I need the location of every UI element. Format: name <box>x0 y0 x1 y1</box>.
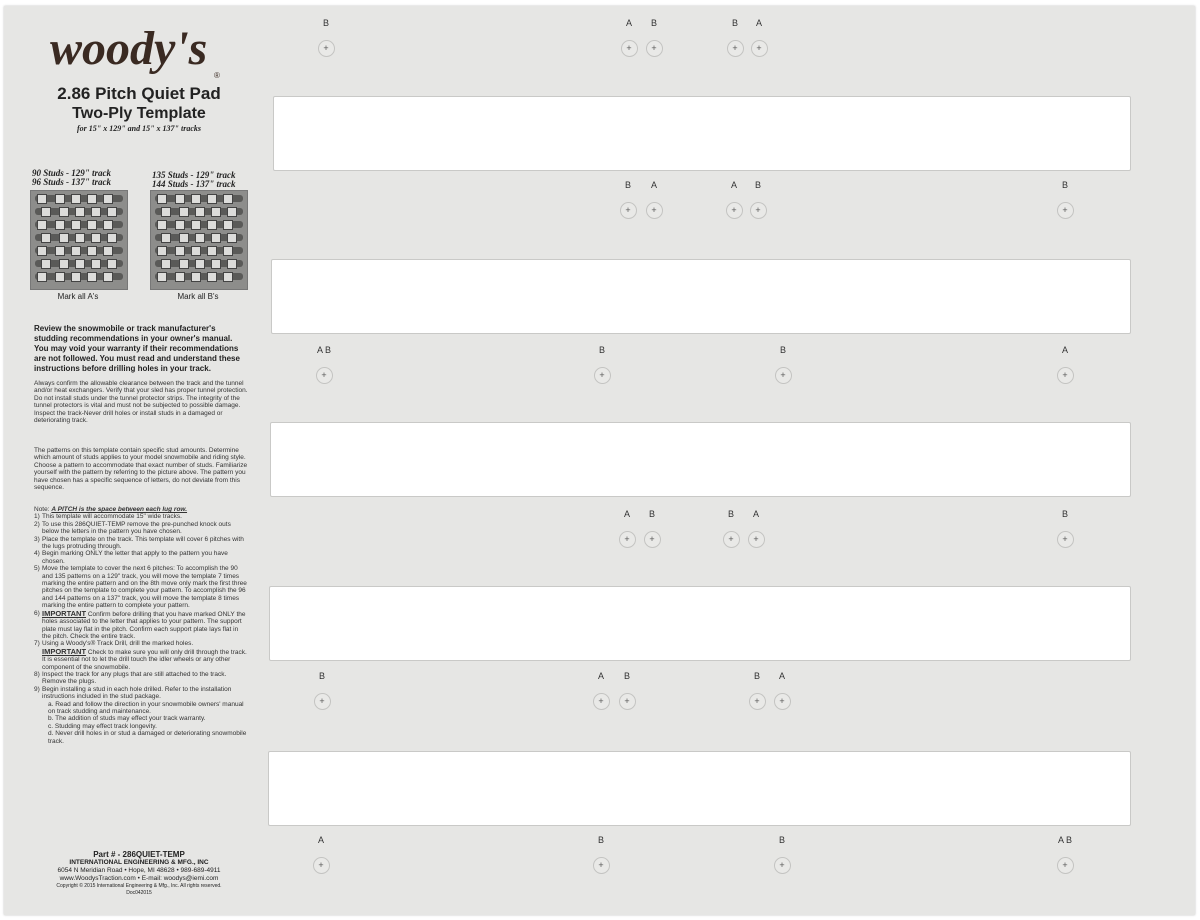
instruction-body: Using a Woody's® Track Drill, drill the marked holes. <box>42 640 194 648</box>
stud-marker <box>227 259 237 269</box>
stud-marker <box>71 220 81 230</box>
stud-marker <box>227 207 237 217</box>
stud-marker <box>37 272 47 282</box>
stud-marker <box>223 194 233 204</box>
knockout-circle[interactable]: + <box>313 857 330 874</box>
knockout-hole[interactable] <box>1055 835 1075 874</box>
stud-marker <box>175 220 185 230</box>
doc-id: Doc042015 <box>126 890 152 896</box>
stud-marker <box>175 194 185 204</box>
knockout-circle[interactable]: + <box>750 202 767 219</box>
stud-marker <box>91 259 101 269</box>
instruction-number: 9) <box>34 685 40 693</box>
knockout-hole[interactable] <box>591 671 611 710</box>
sub-instruction-item: b. The addition of studs may effect your track warranty. <box>48 715 206 723</box>
knockout-circle[interactable]: + <box>619 531 636 548</box>
instruction-body: Move the template to cover the next 6 pitches: To accomplish the 90 and 135 patterns on a 129" track, you will move the template 7 times marking the entire pattern and on the 8th move only mark the first three pitches on the template to complete your pattern. To accomplish the 96 and 144 patterns on a 137" track, you will move the template 8 times marking the entire pattern to complete your pattern. <box>42 565 247 610</box>
stud-marker <box>87 194 97 204</box>
pattern-letter: B <box>650 18 657 28</box>
logo-text: woody's <box>50 22 208 75</box>
stud-marker <box>55 220 65 230</box>
pattern-letter: A <box>625 18 632 28</box>
pattern-b-caption: Mark all B's <box>177 292 219 301</box>
stud-marker <box>59 259 69 269</box>
clearance-text: Always confirm the allowable clearance between the track and the tunnel and/or heat exchangers. Verify that your sled has proper tunnel protection. Do not install studs under the tunnel protector strips. The integrity of the tunnel protectors is vital and must not be subjected to possible damage. Inspect the track-Never drill holes or install studs in a damaged or deteriorating track. <box>34 380 248 425</box>
sub-instruction-list <box>34 701 248 745</box>
stud-marker <box>191 272 201 282</box>
pattern-letter: A B <box>1057 835 1072 845</box>
knockout-hole[interactable] <box>644 180 664 219</box>
stud-marker <box>157 272 167 282</box>
pattern-letter: A B <box>316 345 331 355</box>
knockout-circle[interactable]: + <box>318 40 335 57</box>
knockout-circle[interactable]: + <box>774 857 791 874</box>
instruction-item <box>34 671 248 686</box>
footer <box>26 851 252 897</box>
stud-marker <box>91 233 101 243</box>
pattern-letter: B <box>754 180 761 190</box>
pattern-letter: B <box>778 835 785 845</box>
instruction-body: Check to make sure you will only drill through the track. It is essential not to let the drill touch the idler wheels or any other component of the snowmobile. <box>42 648 247 671</box>
knockout-hole[interactable] <box>1055 509 1075 548</box>
sub-instruction-item: a. Read and follow the direction in your snowmobile owners' manual on track studding and maintenance. <box>48 700 244 715</box>
template-title: 2.86 Pitch Quiet Pad <box>57 84 221 103</box>
knockout-circle[interactable]: + <box>621 40 638 57</box>
instruction-item <box>34 536 248 551</box>
template-subtitle: Two-Ply Template <box>72 105 206 122</box>
stud-marker <box>211 207 221 217</box>
pattern-letter: B <box>1061 180 1068 190</box>
stud-marker <box>87 246 97 256</box>
stud-marker <box>37 220 47 230</box>
stud-marker <box>103 194 113 204</box>
stud-marker <box>211 259 221 269</box>
knockout-hole[interactable] <box>749 18 769 57</box>
pattern-a-caption: Mark all A's <box>57 292 99 301</box>
instruction-body: Confirm before drilling that you have marked ONLY the holes associated to the letter that applies to your pattern. The support plate must lay flat in the pitch. Confirm each support plate lays flat in the pitch. Check the entire track. <box>42 610 246 640</box>
stud-marker <box>107 233 117 243</box>
knockout-hole[interactable] <box>311 835 331 874</box>
knockout-hole[interactable] <box>316 18 336 57</box>
stud-marker <box>157 246 167 256</box>
instruction-text <box>42 648 248 671</box>
pattern-letter: B <box>597 835 604 845</box>
instruction-item <box>34 550 248 565</box>
stud-marker <box>175 246 185 256</box>
knockout-circle[interactable]: + <box>1057 202 1074 219</box>
lug-cutout <box>268 751 1131 826</box>
knockout-hole[interactable] <box>746 509 766 548</box>
company-web: www.WoodysTraction.com • E-mail: woodys@iemi.com <box>59 875 219 882</box>
pattern-a-track-image <box>30 190 128 290</box>
pattern-letter: B <box>727 509 734 519</box>
knockout-hole[interactable] <box>618 180 638 219</box>
knockout-hole[interactable] <box>1055 180 1075 219</box>
instruction-text <box>42 671 248 686</box>
knockout-circle[interactable]: + <box>1057 531 1074 548</box>
knockout-circle[interactable]: + <box>593 693 610 710</box>
instruction-number: 4) <box>34 550 40 558</box>
knockout-circle[interactable]: + <box>775 367 792 384</box>
pattern-letter: B <box>731 18 738 28</box>
stud-marker <box>191 194 201 204</box>
instruction-number: 5) <box>34 565 40 573</box>
knockout-circle[interactable]: + <box>619 693 636 710</box>
pattern-letter: A <box>752 509 759 519</box>
knockout-hole[interactable] <box>591 835 611 874</box>
knockout-hole[interactable] <box>644 18 664 57</box>
instruction-number: 3) <box>34 535 40 543</box>
pattern-letter: A <box>755 18 762 28</box>
stud-marker <box>207 220 217 230</box>
warranty-warning: Review the snowmobile or track manufacturer's studding recommendations in your owner's manual. You may void your warranty if their recommendations are not followed. You must read and understand these instructions before drilling holes in your track. <box>34 324 240 373</box>
stud-marker <box>37 246 47 256</box>
stud-marker <box>87 272 97 282</box>
knockout-circle[interactable]: + <box>726 202 743 219</box>
instruction-text <box>42 610 248 641</box>
knockout-circle[interactable]: + <box>593 857 610 874</box>
lug-cutout <box>271 259 1131 334</box>
clearance-paragraph <box>34 380 248 424</box>
instruction-text <box>42 686 248 701</box>
instruction-number: 6) <box>34 609 40 617</box>
stud-marker <box>175 272 185 282</box>
instruction-body: Begin installing a stud in each hole drilled. Refer to the installation instructions included in the stud package. <box>42 685 232 701</box>
knockout-circle[interactable]: + <box>314 693 331 710</box>
stud-marker <box>71 272 81 282</box>
instruction-item <box>34 565 248 609</box>
knockout-circle[interactable]: + <box>748 531 765 548</box>
pitch-note <box>34 506 248 513</box>
knockout-circle[interactable]: + <box>646 40 663 57</box>
knockout-hole[interactable] <box>721 509 741 548</box>
stud-marker <box>59 233 69 243</box>
instruction-text <box>42 550 248 565</box>
important-label: IMPORTANT <box>42 646 87 656</box>
pattern-b-line1: 135 Studs - 129" track <box>152 170 236 180</box>
knockout-circle[interactable]: + <box>594 367 611 384</box>
woodys-logo <box>48 20 228 80</box>
instructions <box>34 506 248 745</box>
instruction-number: 1) <box>34 513 40 521</box>
stud-marker <box>103 246 113 256</box>
knockout-hole[interactable] <box>747 671 767 710</box>
pattern-a-label <box>32 169 111 187</box>
template-sheet <box>4 6 1195 915</box>
instruction-item <box>34 686 248 701</box>
pattern-a-line1: 90 Studs - 129" track <box>32 168 112 178</box>
pattern-letter: A <box>778 671 785 681</box>
knockout-hole[interactable] <box>592 345 612 384</box>
stud-marker <box>207 246 217 256</box>
stud-marker <box>37 194 47 204</box>
instruction-text <box>42 513 182 520</box>
knockout-circle[interactable]: + <box>644 531 661 548</box>
stud-marker <box>55 272 65 282</box>
stud-marker <box>103 220 113 230</box>
instruction-body: Place the template on the track. This template will cover 6 pitches with the lugs protruding through. <box>42 535 244 551</box>
knockout-hole[interactable] <box>617 509 637 548</box>
stud-marker <box>91 207 101 217</box>
stud-marker <box>71 246 81 256</box>
knockout-circle[interactable]: + <box>727 40 744 57</box>
stud-marker <box>107 259 117 269</box>
knockout-hole[interactable] <box>772 671 792 710</box>
knockout-hole[interactable] <box>773 345 793 384</box>
pattern-text: The patterns on this template contain specific stud amounts. Determine which amount of studs applies to your model snowmobile and riding style. Choose a pattern to accommodate that exact number of studs. Familiarize yourself with the pattern by referring to the picture above. The pattern you have chosen has a specific sequence of letters, do not deviate from this sequence. <box>34 447 248 492</box>
stud-marker <box>223 220 233 230</box>
instruction-body: To use this 286QUIET-TEMP remove the pre-punched knock outs below the letters in the pattern you have chosen. <box>42 520 231 536</box>
instruction-text <box>42 536 248 551</box>
stud-marker <box>161 233 171 243</box>
stud-marker <box>227 233 237 243</box>
stud-marker <box>41 233 51 243</box>
pattern-letter: B <box>624 180 631 190</box>
info-panel <box>26 6 252 915</box>
instruction-item <box>34 648 248 671</box>
stud-marker <box>161 259 171 269</box>
stud-marker <box>179 233 189 243</box>
instruction-item <box>34 513 248 520</box>
stud-marker <box>75 259 85 269</box>
sub-instruction-item: d. Never drill holes in or stud a damaged or deteriorating snowmobile track. <box>48 730 247 745</box>
pattern-letter: A <box>730 180 737 190</box>
knockout-circle[interactable]: + <box>620 202 637 219</box>
pattern-letter: B <box>1061 509 1068 519</box>
pattern-b-label <box>152 171 236 189</box>
stud-marker <box>107 207 117 217</box>
important-label: IMPORTANT <box>42 608 87 618</box>
stud-marker <box>75 207 85 217</box>
knockout-circle[interactable]: + <box>1057 857 1074 874</box>
pattern-letter: B <box>598 345 605 355</box>
pattern-paragraph <box>34 447 248 491</box>
knockout-hole[interactable] <box>642 509 662 548</box>
stud-marker <box>179 207 189 217</box>
instruction-text <box>42 565 248 609</box>
stud-marker <box>71 194 81 204</box>
stud-marker <box>41 207 51 217</box>
stud-marker <box>59 207 69 217</box>
pattern-b-line2: 144 Studs - 137" track <box>152 179 236 189</box>
pattern-a-line2: 96 Studs - 137" track <box>32 177 112 187</box>
knockout-hole[interactable] <box>725 18 745 57</box>
company-name: INTERNATIONAL ENGINEERING & MFG., INC <box>69 859 209 866</box>
knockout-hole[interactable] <box>619 18 639 57</box>
stud-marker <box>195 233 205 243</box>
instruction-number <box>34 648 42 671</box>
company-address: 6054 N Meridian Road • Hope, MI 48628 • 989-689-4911 <box>57 867 221 874</box>
knockout-circle[interactable]: + <box>749 693 766 710</box>
instruction-number: 8) <box>34 670 40 678</box>
lug-cutout <box>269 586 1131 661</box>
knockout-circle[interactable]: + <box>646 202 663 219</box>
stud-marker <box>207 194 217 204</box>
logo-trademark: ® <box>214 71 220 80</box>
pattern-letter: B <box>322 18 329 28</box>
pattern-letter: A <box>1061 345 1068 355</box>
pattern-letter: A <box>597 671 604 681</box>
pattern-letter: A <box>650 180 657 190</box>
note-prefix: Note: <box>34 506 52 513</box>
knockout-hole[interactable] <box>772 835 792 874</box>
stud-marker <box>87 220 97 230</box>
stud-marker <box>161 207 171 217</box>
knockout-circle[interactable]: + <box>1057 367 1074 384</box>
stud-marker <box>103 272 113 282</box>
stud-marker <box>191 246 201 256</box>
stud-marker <box>41 259 51 269</box>
stud-marker <box>207 272 217 282</box>
instruction-body: Inspect the track for any plugs that are still attached to the track. Remove the plugs. <box>42 670 227 686</box>
instruction-item <box>34 610 248 641</box>
stud-marker <box>191 220 201 230</box>
instruction-number: 2) <box>34 520 40 528</box>
stud-marker <box>55 194 65 204</box>
pattern-letter: B <box>648 509 655 519</box>
stud-marker <box>179 259 189 269</box>
knockout-circle[interactable]: + <box>774 693 791 710</box>
knockout-circle[interactable]: + <box>751 40 768 57</box>
pattern-b-track-image <box>150 190 248 290</box>
knockout-hole[interactable] <box>312 671 332 710</box>
copyright: Copyright © 2015 International Engineering & Mfg., Inc. All rights reserved. <box>56 883 222 889</box>
instruction-list <box>34 513 248 700</box>
stud-marker <box>75 233 85 243</box>
stud-marker <box>195 207 205 217</box>
knockout-hole[interactable] <box>748 180 768 219</box>
knockout-hole[interactable] <box>724 180 744 219</box>
pattern-letter: B <box>753 671 760 681</box>
stud-marker <box>211 233 221 243</box>
stud-marker <box>157 194 167 204</box>
instruction-number: 7) <box>34 640 40 648</box>
stud-marker <box>55 246 65 256</box>
instruction-item <box>34 521 248 536</box>
stud-marker <box>195 259 205 269</box>
note-term: A PITCH is the space between each lug row. <box>51 506 188 513</box>
pattern-letter: A <box>623 509 630 519</box>
stud-marker <box>223 272 233 282</box>
stud-marker <box>223 246 233 256</box>
lug-cutout <box>270 422 1131 497</box>
knockout-circle[interactable]: + <box>723 531 740 548</box>
pattern-letter: B <box>623 671 630 681</box>
instruction-text <box>42 521 248 536</box>
knockout-hole[interactable] <box>1055 345 1075 384</box>
sub-instruction-item: c. Studding may effect track longevity. <box>48 722 157 730</box>
lug-cutout <box>273 96 1131 171</box>
instruction-body: Begin marking ONLY the letter that apply to the pattern you have chosen. <box>42 550 228 565</box>
track-sizes: for 15" x 129" and 15" x 137" tracks <box>77 124 201 133</box>
pattern-letter: B <box>779 345 786 355</box>
instruction-body: This template will accommodate 15" wide tracks. <box>42 513 182 521</box>
pattern-letter: B <box>318 671 325 681</box>
knockout-hole[interactable] <box>314 345 334 384</box>
knockout-hole[interactable] <box>617 671 637 710</box>
knockout-circle[interactable]: + <box>316 367 333 384</box>
part-number: Part # - 286QUIET-TEMP <box>93 850 185 859</box>
pattern-letter: A <box>317 835 324 845</box>
stud-marker <box>157 220 167 230</box>
